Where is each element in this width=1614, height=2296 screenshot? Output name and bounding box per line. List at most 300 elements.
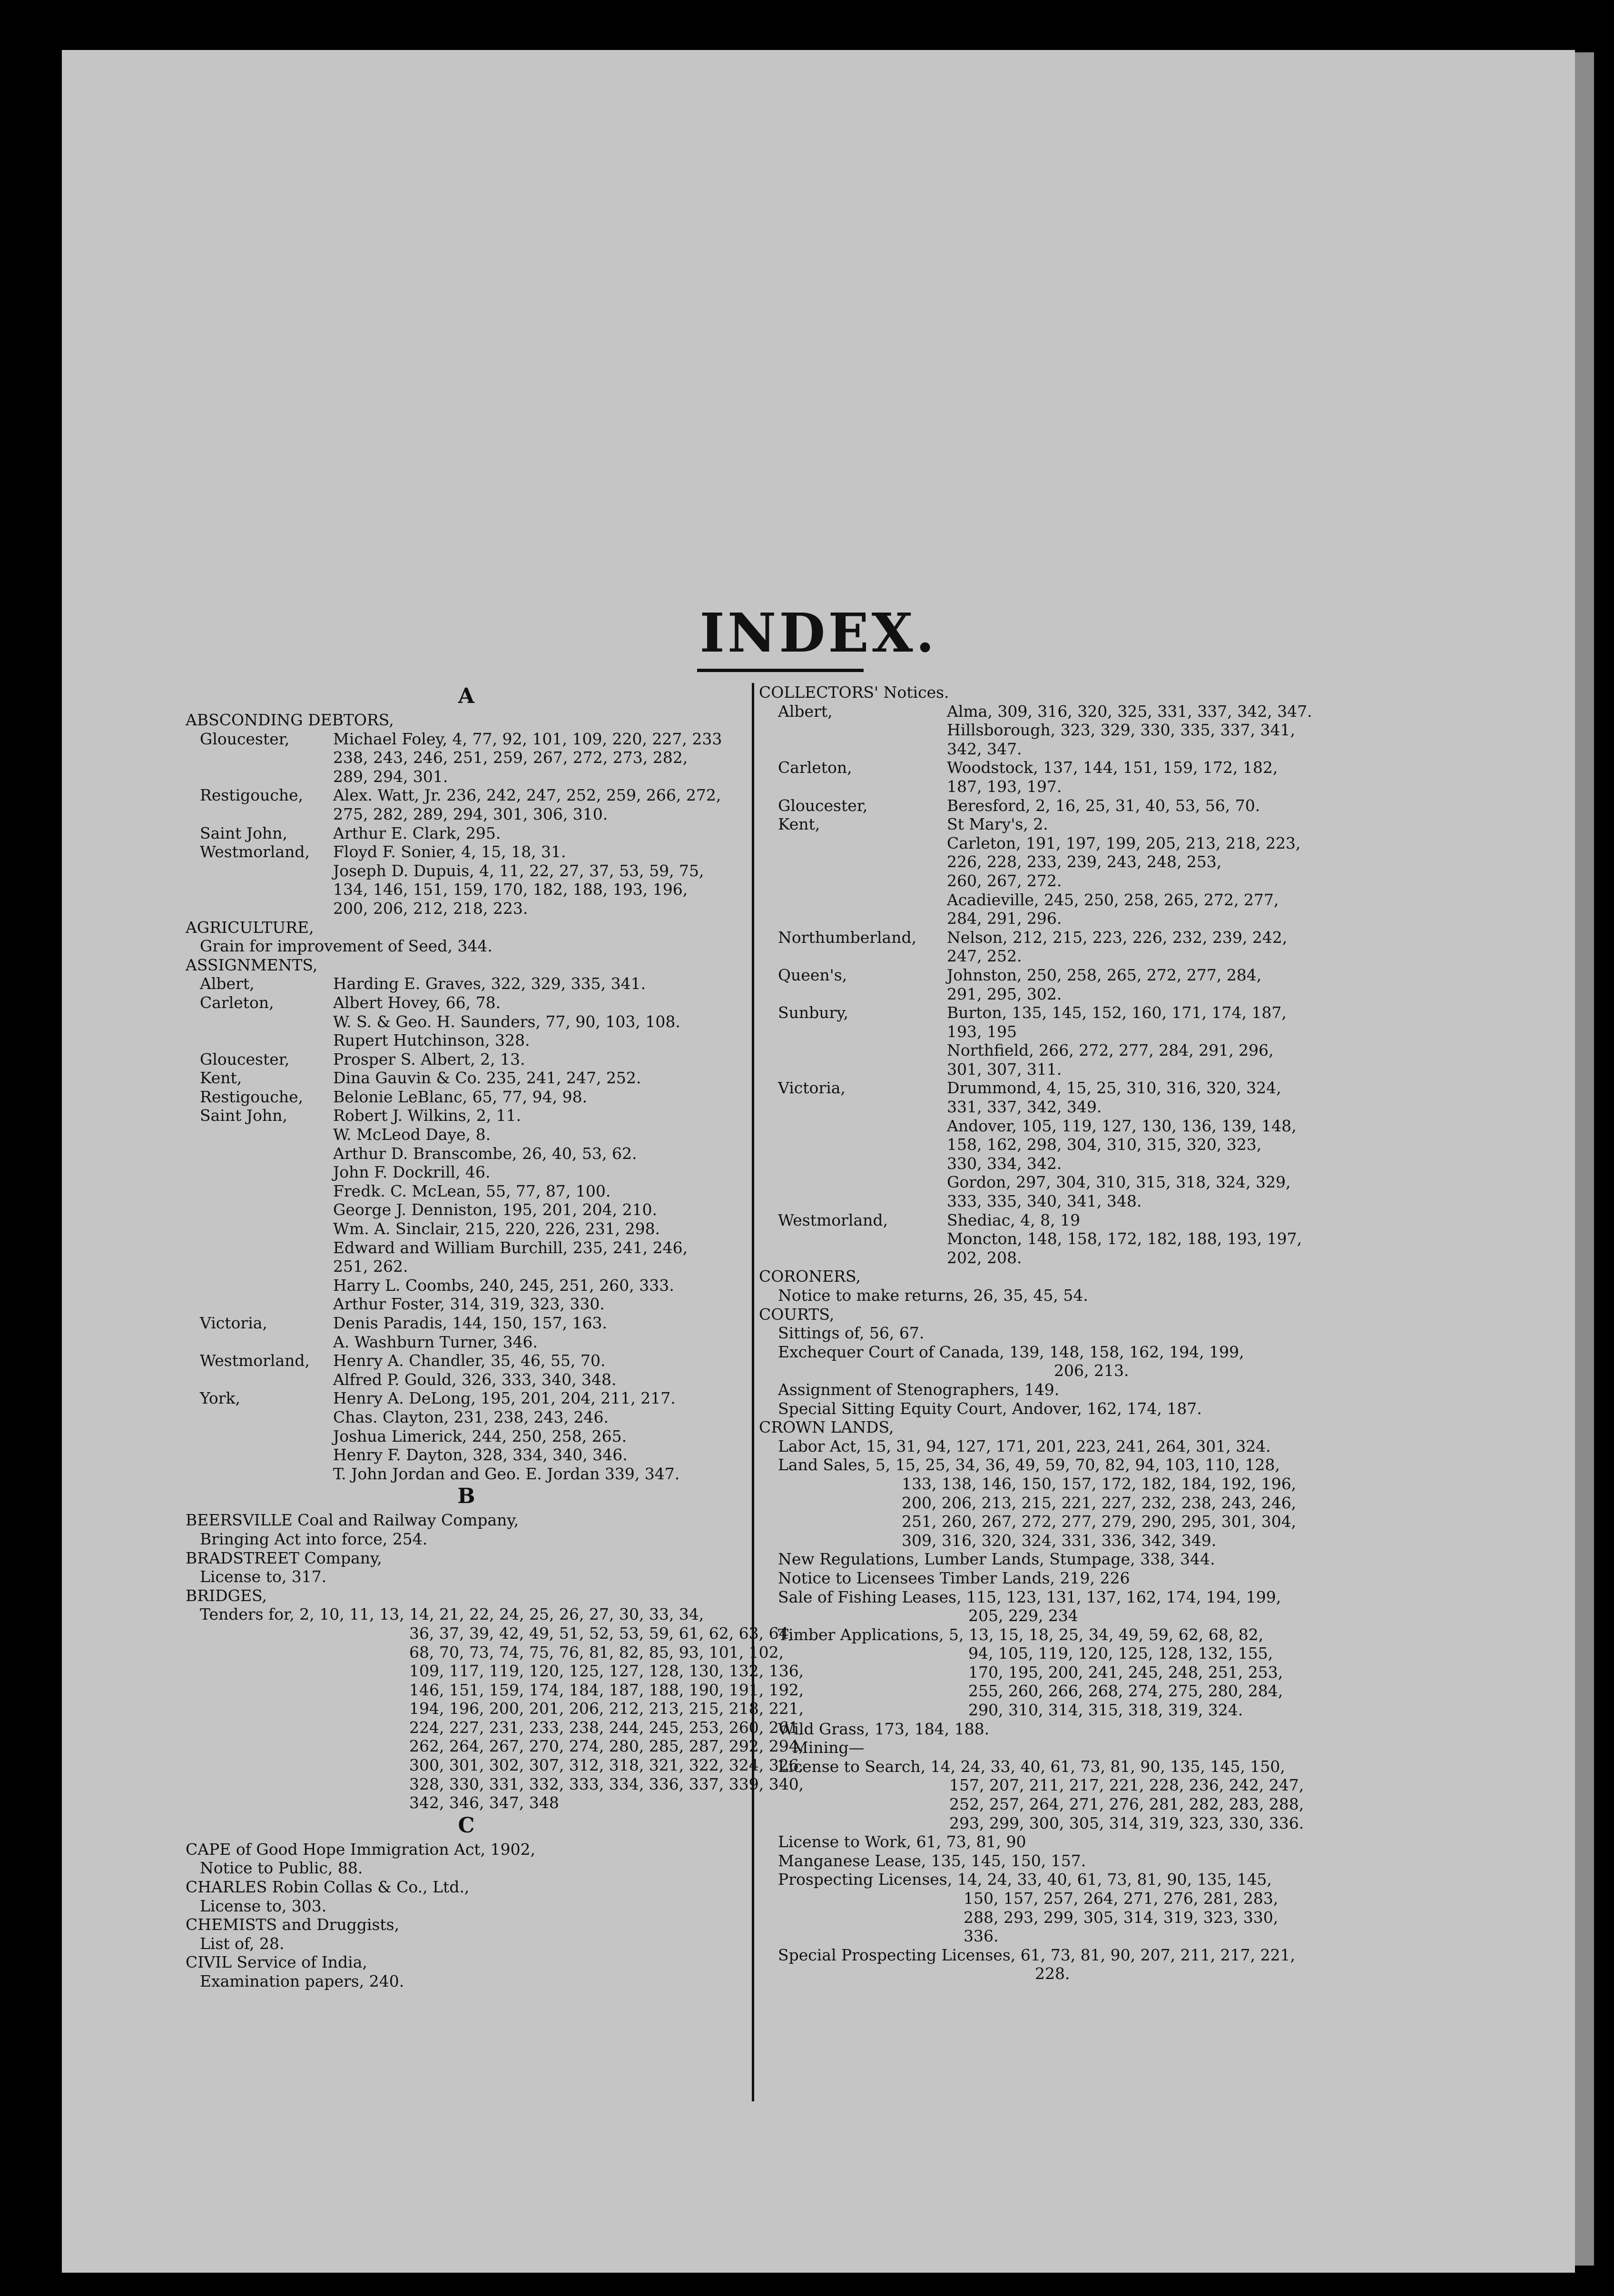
entry-text: Burton, 135, 145, 152, 160, 171, 174, 187, [947, 1003, 1287, 1022]
index-entry [759, 1795, 1420, 1814]
county-name: Sunbury, [778, 1003, 849, 1022]
entry-text: 333, 335, 340, 341, 348. [947, 1192, 1142, 1211]
index-entry [186, 1427, 747, 1446]
entry-text: Henry A. DeLong, 195, 201, 204, 211, 217. [333, 1389, 676, 1408]
entry-text: 288, 293, 299, 305, 314, 319, 323, 330, [964, 1908, 1279, 1927]
county-name: Westmorland, [778, 1210, 888, 1229]
entry-text: Harry L. Coombs, 240, 245, 251, 260, 333. [333, 1276, 674, 1295]
entry-text: Acadieville, 245, 250, 258, 265, 272, 277, [947, 890, 1279, 909]
index-subentry [759, 1437, 1420, 1456]
entry-text: Belonie LeBlanc, 65, 77, 94, 98. [333, 1087, 588, 1106]
entry-text: Dina Gauvin & Co. 235, 241, 247, 252. [333, 1069, 641, 1088]
index-entry [186, 1200, 747, 1219]
index-entry [759, 909, 1420, 928]
index-heading [186, 956, 747, 975]
entry-text: 205, 229, 234 [968, 1606, 1078, 1625]
entry-text: Arthur D. Branscombe, 26, 40, 53, 62. [333, 1144, 637, 1163]
index-subentry [759, 1324, 1420, 1343]
index-entry [759, 1927, 1420, 1946]
entry-text: 94, 105, 119, 120, 125, 128, 132, 155, [968, 1644, 1273, 1663]
entry-text: 336. [964, 1927, 999, 1946]
index-subentry [759, 1851, 1420, 1870]
index-entry [186, 861, 747, 881]
entry-text: 228. [1035, 1964, 1070, 1983]
entry-text: 200, 206, 212, 218, 223. [333, 899, 528, 918]
index-entry [186, 899, 747, 918]
index-entry [186, 805, 747, 824]
entry-text: 150, 157, 257, 264, 271, 276, 281, 283, [964, 1889, 1279, 1908]
section-letter [186, 683, 747, 711]
index-entry [759, 852, 1420, 871]
index-entry [759, 985, 1420, 1004]
index-entry [759, 1135, 1420, 1154]
index-entry [759, 1776, 1420, 1795]
entry-text: Beresford, 2, 16, 25, 31, 40, 53, 56, 70. [947, 796, 1260, 815]
index-subentry [759, 1588, 1420, 1607]
index-entry [186, 1050, 747, 1069]
entry-text: Carleton, 191, 197, 199, 205, 213, 218, 223, [947, 833, 1301, 852]
index-entry [759, 1022, 1420, 1041]
index-entry [186, 1351, 747, 1370]
county-name: York, [200, 1389, 241, 1408]
index-entry [186, 767, 747, 786]
heading-text: CHEMISTS and Druggists, [186, 1915, 400, 1934]
subentry-text: Prospecting Licenses, 14, 24, 33, 40, 61, 73, 81, 90, 135, 145, [778, 1870, 1272, 1889]
entry-text: Denis Paradis, 144, 150, 157, 163. [333, 1314, 608, 1332]
entry-text: Joseph D. Dupuis, 4, 11, 22, 27, 37, 53, 59, 75, [333, 861, 704, 880]
index-entry [186, 1699, 804, 1718]
index-entry [759, 871, 1420, 891]
subentry-text: Exchequer Court of Canada, 139, 148, 158, 162, 194, 199, [778, 1342, 1244, 1361]
index-entry [759, 1512, 1420, 1531]
page-edge [1575, 52, 1594, 2266]
index-entry [186, 786, 747, 805]
entry-text: Hillsborough, 323, 329, 330, 335, 337, 341, [947, 721, 1295, 740]
index-entry [759, 1117, 1420, 1136]
title-rule [697, 669, 864, 672]
county-name: Kent, [200, 1069, 242, 1088]
entry-text: Alex. Watt, Jr. 236, 242, 247, 252, 259, 266, 272, [333, 786, 721, 805]
index-entry [759, 1908, 1420, 1927]
county-name: Carleton, [200, 993, 274, 1012]
index-entry [759, 1003, 1420, 1022]
index-subentry [759, 1757, 1420, 1776]
entry-text: 289, 294, 301. [333, 767, 448, 786]
subentry-text: Notice to Licensees Timber Lands, 219, 226 [778, 1568, 1130, 1587]
index-entry [759, 966, 1420, 985]
index-entry [186, 1069, 747, 1088]
entry-text: W. McLeod Daye, 8. [333, 1125, 491, 1144]
heading-text: CAPE of Good Hope Immigration Act, 1902, [186, 1840, 536, 1859]
index-entry [186, 993, 747, 1012]
entry-text: 260, 267, 272. [947, 871, 1062, 890]
index-entry [186, 1219, 747, 1238]
heading-text: CHARLES Robin Collas & Co., Ltd., [186, 1878, 470, 1897]
subentry-text: New Regulations, Lumber Lands, Stumpage, 338, 344. [778, 1550, 1215, 1569]
index-heading [186, 1915, 747, 1934]
index-entry [186, 974, 747, 993]
subentry-text: Bringing Act into force, 254. [200, 1529, 428, 1548]
entry-text: Joshua Limerick, 244, 250, 258, 265. [333, 1426, 627, 1445]
entry-text: George J. Denniston, 195, 201, 204, 210. [333, 1200, 658, 1219]
index-heading [186, 918, 747, 937]
index-subentry [759, 1550, 1420, 1569]
index-entry [186, 824, 747, 843]
entry-text: Alfred P. Gould, 326, 333, 340, 348. [333, 1370, 617, 1389]
subentry-text: Timber Applications, 5, 13, 15, 18, 25, 34, 49, 59, 62, 68, 82, [778, 1625, 1264, 1644]
column-divider [752, 683, 754, 2101]
county-name: Westmorland, [200, 842, 310, 861]
index-entry [186, 1125, 747, 1144]
index-entry [186, 1163, 747, 1182]
entry-text: 262, 264, 267, 270, 274, 280, 285, 287, 292, 294, [409, 1737, 804, 1756]
index-subentry [759, 1455, 1420, 1475]
subentry-text: Special Sitting Equity Court, Andover, 162, 174, 187. [778, 1399, 1202, 1418]
index-entry [186, 1756, 804, 1775]
index-heading [759, 683, 1420, 702]
index-subentry [186, 1934, 747, 1953]
index-entry [186, 748, 747, 767]
county-name: Northumberland, [778, 928, 917, 947]
section-letter-text: C [458, 1813, 475, 1838]
entry-text: Robert J. Wilkins, 2, 11. [333, 1106, 522, 1125]
index-entry [186, 842, 747, 861]
index-subentry [759, 1832, 1420, 1851]
entry-text: 146, 151, 159, 174, 184, 187, 188, 190, 191, 192, [409, 1680, 804, 1699]
entry-text: 68, 70, 73, 74, 75, 76, 81, 82, 85, 93, 101, 102, [409, 1643, 784, 1662]
index-entry [759, 1964, 1420, 1983]
entry-text: 293, 299, 300, 305, 314, 319, 323, 330, 336. [949, 1813, 1304, 1832]
index-subentry [186, 1972, 747, 1991]
entry-text: 290, 310, 314, 315, 318, 319, 324. [968, 1701, 1243, 1720]
section-letter [186, 1483, 747, 1511]
entry-text: 194, 196, 200, 201, 206, 212, 213, 215, 218, 221, [409, 1699, 804, 1718]
index-entry [186, 1031, 747, 1050]
subentry-text: License to, 317. [200, 1567, 327, 1586]
entry-text: 206, 213. [1054, 1361, 1129, 1380]
subentry-text: Notice to make returns, 26, 35, 45, 54. [778, 1286, 1088, 1305]
index-entry [186, 1623, 794, 1643]
entry-text: 330, 334, 342. [947, 1154, 1062, 1173]
county-name: Gloucester, [200, 729, 290, 748]
index-entry [186, 1643, 784, 1662]
index-entry [759, 1889, 1420, 1908]
entry-text: 331, 337, 342, 349. [947, 1098, 1102, 1117]
heading-text: ABSCONDING DEBTORS, [186, 711, 394, 729]
index-entry [759, 1663, 1420, 1682]
county-name: Albert, [200, 974, 255, 993]
subentry-text: Labor Act, 15, 31, 94, 127, 171, 201, 223, 241, 264, 301, 324. [778, 1436, 1271, 1455]
entry-text: 342, 346, 347, 348 [409, 1793, 559, 1812]
heading-text: CORONERS, [759, 1267, 861, 1286]
index-heading [759, 1418, 1420, 1437]
index-entry [759, 758, 1420, 777]
index-entry [186, 1737, 804, 1756]
entry-text: A. Washburn Turner, 346. [333, 1332, 538, 1351]
entry-text: Gordon, 297, 304, 310, 315, 318, 324, 329, [947, 1173, 1291, 1192]
index-subentry [186, 1897, 747, 1916]
index-entry [759, 1098, 1420, 1117]
entry-text: 275, 282, 289, 294, 301, 306, 310. [333, 804, 608, 823]
entry-text: 309, 316, 320, 324, 331, 336, 342, 349. [902, 1531, 1217, 1550]
entry-text: Arthur E. Clark, 295. [333, 823, 501, 842]
index-entry [759, 796, 1420, 815]
index-heading [186, 1549, 747, 1568]
entry-text: 251, 260, 267, 272, 277, 279, 290, 295, 301, 304, [902, 1512, 1297, 1531]
index-heading [186, 711, 747, 730]
entry-text: 328, 330, 331, 332, 333, 334, 336, 337, 339, 340, [409, 1774, 804, 1793]
index-entry [759, 1531, 1420, 1550]
subheading-text: Mining— [792, 1738, 865, 1757]
heading-text: BEERSVILLE Coal and Railway Company, [186, 1511, 519, 1530]
index-entry [759, 702, 1420, 721]
page-title: INDEX. [699, 602, 937, 664]
index-entry [759, 891, 1420, 910]
county-name: Saint John, [200, 823, 287, 842]
entry-text: John F. Dockrill, 46. [333, 1163, 491, 1182]
county-name: Albert, [778, 702, 833, 721]
entry-text: Northfield, 266, 272, 277, 284, 291, 296, [947, 1041, 1274, 1060]
entry-text: Wm. A. Sinclair, 215, 220, 226, 231, 298. [333, 1219, 660, 1238]
county-name: Restigouche, [200, 1087, 304, 1106]
county-name: Gloucester, [200, 1049, 290, 1069]
entry-text: 252, 257, 264, 271, 276, 281, 282, 283, 288, [949, 1795, 1304, 1814]
entry-text: Harding E. Graves, 322, 329, 335, 341. [333, 974, 646, 993]
entry-text: 284, 291, 296. [947, 909, 1062, 928]
heading-text: COURTS, [759, 1305, 835, 1324]
entry-text: 170, 195, 200, 241, 245, 248, 251, 253, [968, 1663, 1283, 1682]
heading-text: BRIDGES, [186, 1586, 267, 1605]
index-entry [759, 1229, 1420, 1248]
subentry-text: License to Work, 61, 73, 81, 90 [778, 1832, 1026, 1851]
subentry-text: Wild Grass, 173, 184, 188. [778, 1719, 990, 1738]
entry-text: Henry F. Dayton, 328, 334, 340, 346. [333, 1445, 628, 1465]
index-entry [186, 1793, 747, 1812]
index-entry [759, 1079, 1420, 1098]
subentry-text: Notice to Public, 88. [200, 1859, 363, 1878]
entry-text: 238, 243, 246, 251, 259, 267, 272, 273, 282, [333, 748, 688, 767]
entry-text: Arthur Foster, 314, 319, 323, 330. [333, 1295, 605, 1314]
entry-text: Prosper S. Albert, 2, 13. [333, 1049, 525, 1069]
index-heading [759, 1305, 1420, 1324]
heading-text: COLLECTORS' Notices. [759, 683, 949, 702]
index-entry [186, 1012, 747, 1031]
section-letter [186, 1812, 747, 1840]
index-heading [186, 1840, 747, 1859]
entry-text: Albert Hovey, 66, 78. [333, 993, 501, 1012]
subentry-text: Grain for improvement of Seed, 344. [200, 937, 492, 956]
index-entry [186, 1106, 747, 1125]
index-subentry [759, 1380, 1420, 1399]
index-entry [759, 1211, 1420, 1230]
index-entry [759, 1361, 1420, 1380]
entry-text: 226, 228, 233, 239, 243, 248, 253, [947, 852, 1222, 871]
index-entry [759, 1682, 1420, 1701]
index-subentry [759, 1399, 1420, 1418]
index-entry [186, 1718, 804, 1737]
index-subentry [759, 1946, 1420, 1965]
index-entry [186, 1389, 747, 1408]
index-entry [759, 1248, 1420, 1267]
index-entry [759, 1475, 1420, 1494]
entry-text: St Mary's, 2. [947, 815, 1048, 834]
index-entry [186, 730, 747, 749]
entry-text: 157, 207, 211, 217, 221, 228, 236, 242, 247, [949, 1776, 1304, 1795]
index-entry [759, 740, 1420, 759]
index-entry [759, 721, 1420, 740]
index-entry [186, 1314, 747, 1333]
index-entry [759, 1173, 1420, 1192]
subentry-text: Manganese Lease, 135, 145, 150, 157. [778, 1851, 1086, 1870]
entry-text: Nelson, 212, 215, 223, 226, 232, 239, 242, [947, 928, 1288, 947]
county-name: Gloucester, [778, 796, 868, 815]
index-heading [186, 1953, 747, 1972]
index-entry [759, 928, 1420, 947]
county-name: Carleton, [778, 758, 852, 777]
index-heading [186, 1511, 747, 1530]
index-entry [759, 777, 1420, 796]
subentry-text: Sale of Fishing Leases, 115, 123, 131, 137, 162, 174, 194, 199, [778, 1587, 1281, 1606]
index-subentry [759, 1569, 1420, 1588]
index-subentry [759, 1720, 1420, 1739]
entry-text: 301, 307, 311. [947, 1059, 1062, 1079]
index-subentry [186, 1567, 747, 1586]
index-page [62, 50, 1575, 2273]
entry-text: Moncton, 148, 158, 172, 182, 188, 193, 197, [947, 1229, 1302, 1248]
entry-text: 133, 138, 146, 150, 157, 172, 182, 184, 192, 196, [902, 1474, 1297, 1493]
index-heading [186, 1586, 747, 1605]
index-entry [759, 1814, 1420, 1833]
entry-text: Andover, 105, 119, 127, 130, 136, 139, 148, [947, 1116, 1297, 1135]
index-entry [186, 1238, 747, 1257]
heading-text: ASSIGNMENTS, [186, 955, 318, 974]
county-name: Victoria, [200, 1314, 267, 1332]
section-letter-text: A [458, 684, 475, 708]
entry-text: Drummond, 4, 15, 25, 310, 316, 320, 324, [947, 1079, 1281, 1098]
entry-text: Johnston, 250, 258, 265, 272, 277, 284, [947, 965, 1262, 984]
subentry-text: License to Search, 14, 24, 33, 40, 61, 73, 81, 90, 135, 145, 150, [778, 1757, 1285, 1776]
entry-text: 255, 260, 266, 268, 274, 275, 280, 284, [968, 1682, 1283, 1701]
subentry-text: List of, 28. [200, 1934, 285, 1953]
county-name: Queen's, [778, 965, 847, 984]
entry-text: Alma, 309, 316, 320, 325, 331, 337, 342, 347. [947, 702, 1312, 721]
entry-text: W. S. & Geo. H. Saunders, 77, 90, 103, 108. [333, 1012, 680, 1031]
index-entry [186, 1088, 747, 1107]
entry-text: Henry A. Chandler, 35, 46, 55, 70. [333, 1351, 606, 1370]
index-entry [186, 1182, 747, 1201]
entry-text: T. John Jordan and Geo. E. Jordan 339, 347. [333, 1464, 680, 1483]
index-entry [186, 1408, 747, 1427]
heading-text: BRADSTREET Company, [186, 1548, 382, 1567]
index-entry [759, 1192, 1420, 1211]
index-entry [186, 1680, 804, 1700]
entry-text: 251, 262. [333, 1257, 408, 1276]
index-entry [186, 1370, 747, 1389]
index-subentry [759, 1343, 1420, 1362]
entry-text: 224, 227, 231, 233, 238, 244, 245, 253, 260, 261, [409, 1718, 804, 1737]
entry-text: Michael Foley, 4, 77, 92, 101, 109, 220, 227, 233 [333, 729, 722, 748]
entry-text: 109, 117, 119, 120, 125, 127, 128, 130, 132, 136, [409, 1662, 804, 1681]
entry-text: 300, 301, 302, 307, 312, 318, 321, 322, 324, 326, [409, 1756, 804, 1775]
index-subheading [759, 1738, 1420, 1757]
right-column [759, 683, 1420, 1983]
index-entry [759, 1606, 1420, 1625]
subentry-text: Tenders for, 2, 10, 11, 13, 14, 21, 22, 24, 25, 26, 27, 30, 33, 34, [200, 1605, 704, 1624]
entry-text: Chas. Clayton, 231, 238, 243, 246. [333, 1407, 609, 1426]
entry-text: Edward and William Burchill, 235, 241, 246, [333, 1238, 688, 1257]
index-entry [186, 880, 747, 899]
index-heading [759, 1267, 1420, 1286]
entry-text: 158, 162, 298, 304, 310, 315, 320, 323, [947, 1135, 1262, 1154]
index-entry [186, 1333, 747, 1352]
entry-text: Woodstock, 137, 144, 151, 159, 172, 182, [947, 758, 1278, 777]
entry-text: 200, 206, 213, 215, 221, 227, 232, 238, 243, 246, [902, 1493, 1297, 1512]
index-entry [186, 1257, 747, 1276]
county-name: Restigouche, [200, 786, 304, 805]
index-entry [186, 1445, 747, 1465]
county-name: Kent, [778, 815, 820, 834]
index-entry [186, 1295, 747, 1314]
index-entry [186, 1144, 747, 1163]
entry-text: 291, 295, 302. [947, 984, 1062, 1003]
index-entry [186, 1662, 804, 1681]
entry-text: Rupert Hutchinson, 328. [333, 1031, 530, 1050]
index-entry [759, 947, 1420, 966]
index-subentry [186, 937, 747, 956]
index-entry [759, 1041, 1420, 1060]
index-entry [759, 1060, 1420, 1079]
index-entry [759, 834, 1420, 853]
index-subentry [186, 1530, 747, 1549]
index-entry [186, 1465, 747, 1484]
index-subentry [759, 1286, 1420, 1305]
index-heading [186, 1878, 747, 1897]
entry-text: 342, 347. [947, 739, 1022, 758]
subentry-text: Land Sales, 5, 15, 25, 34, 36, 49, 59, 70, 82, 94, 103, 110, 128, [778, 1455, 1280, 1475]
subentry-text: Sittings of, 56, 67. [778, 1324, 925, 1343]
entry-text: 202, 208. [947, 1248, 1022, 1267]
county-name: Westmorland, [200, 1351, 310, 1370]
index-entry [759, 815, 1420, 834]
entry-text: 187, 193, 197. [947, 777, 1062, 796]
index-subentry [186, 1605, 747, 1624]
entry-text: 134, 146, 151, 159, 170, 182, 188, 193, 196, [333, 880, 688, 899]
index-entry [759, 1494, 1420, 1513]
entry-text: Fredk. C. McLean, 55, 77, 87, 100. [333, 1181, 611, 1200]
entry-text: 193, 195 [947, 1022, 1017, 1041]
index-subentry [759, 1870, 1420, 1889]
index-entry [186, 1774, 804, 1794]
index-subentry [759, 1625, 1420, 1644]
index-entry [759, 1701, 1420, 1720]
subentry-text: Examination papers, 240. [200, 1972, 404, 1990]
county-name: Saint John, [200, 1106, 287, 1125]
entry-text: Shediac, 4, 8, 19 [947, 1210, 1081, 1229]
entry-text: 247, 252. [947, 947, 1022, 966]
index-entry [186, 1276, 747, 1295]
county-name: Victoria, [778, 1079, 846, 1098]
index-entry [759, 1154, 1420, 1173]
subentry-text: Special Prospecting Licenses, 61, 73, 81, 90, 207, 211, 217, 221, [778, 1945, 1295, 1964]
subentry-text: License to, 303. [200, 1896, 327, 1915]
section-letter-text: B [457, 1484, 475, 1509]
heading-text: CIVIL Service of India, [186, 1953, 367, 1972]
entry-text: 36, 37, 39, 42, 49, 51, 52, 53, 59, 61, 62, 63, 64, [409, 1623, 794, 1643]
index-subentry [186, 1859, 747, 1878]
heading-text: CROWN LANDS, [759, 1418, 894, 1437]
entry-text: Floyd F. Sonier, 4, 15, 18, 31. [333, 842, 566, 861]
heading-text: AGRICULTURE, [186, 918, 314, 937]
